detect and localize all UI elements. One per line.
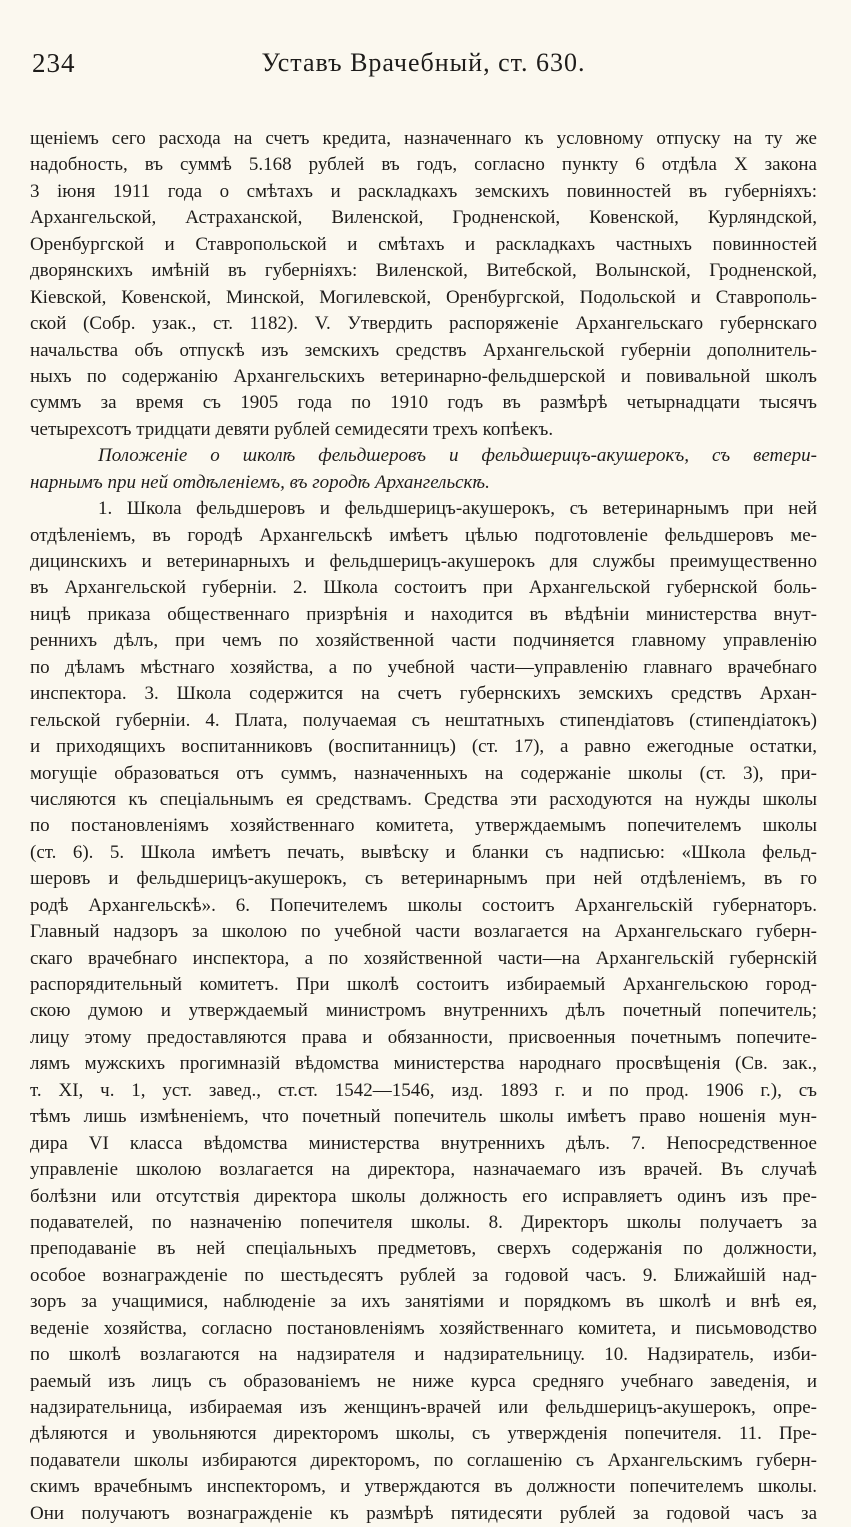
text-line: веденіе хозяйства, согласно постановленіямъ хозяйственнаго комитета, и письмоводство xyxy=(30,1317,817,1339)
text-line: тѣмъ лишь измѣненіемъ, что почетный попечитель школы имѣетъ право ношенія мун- xyxy=(30,1106,817,1128)
text-line: Главный надзоръ за школою по учебной части возлагается на Архангельскаго губерн- xyxy=(30,921,817,943)
text-line: скимъ врачебнымъ инспекторомъ, и утверждаются въ должности попечителемъ школы. xyxy=(30,1476,817,1498)
running-title: Уставъ Врачебный, ст. 630. xyxy=(261,48,586,77)
text-line: преподаваніе въ ней спеціальныхъ предметовъ, сверхъ содержанія по должности, xyxy=(30,1238,817,1260)
text-line: начальства объ отпускѣ изъ земскихъ средствъ Архангельской губерніи дополнитель- xyxy=(30,339,817,361)
text-line: дворянскихъ имѣній въ губерніяхъ: Виленской, Витебской, Волынской, Гродненской, xyxy=(30,260,817,282)
text-line: Оренбургской и Ставропольской и смѣтахъ и раскладкахъ частныхъ повинностей xyxy=(30,233,817,255)
text-line: Кіевской, Ковенской, Минской, Могилевской, Оренбургской, Подольской и Ставрополь- xyxy=(30,286,817,308)
book-page xyxy=(30,48,817,1524)
text-line: зоръ за учащимися, наблюденіе за ихъ занятіями и порядкомъ въ школѣ и внѣ ея, xyxy=(30,1291,817,1313)
text-line: болѣзни или отсутствія директора школы должность его исправляетъ одинъ изъ пре- xyxy=(30,1185,817,1207)
text-line: скою думою и утверждаемый министромъ внутреннихъ дѣлъ почетный попечитель; xyxy=(30,1000,817,1022)
text-line: дира VI класса вѣдомства министерства внутреннихъ дѣлъ. 7. Непосредственное xyxy=(30,1132,817,1154)
text-line: надзирательница, избираемая изъ женщинъ-врачей или фельдшерицъ-акушерокъ, опре- xyxy=(30,1397,817,1418)
text-line: инспектора. 3. Школа содержится на счетъ губернскихъ земскихъ средствъ Архан- xyxy=(30,683,817,705)
text-line: по постановленіямъ хозяйственнаго комитета, утверждаемымъ попечителемъ школы xyxy=(30,815,817,837)
text-line: распорядительный комитетъ. При школѣ состоитъ избираемый Архангельскою город- xyxy=(30,974,817,995)
text-line: четырехсотъ тридцати девяти рублей семидесяти трехъ копѣекъ. xyxy=(30,418,554,440)
text-line: дицинскихъ и ветеринарныхъ и фельдшерицъ-акушерокъ для службы преимущественно xyxy=(30,551,817,572)
text-line: щеніемъ сего расхода на счетъ кредита, назначеннаго къ условному отпуску на ту же xyxy=(30,128,817,149)
text-line: особое вознагражденіе по шестьдесятъ рублей за годовой часъ. 9. Ближайшій над- xyxy=(30,1264,817,1286)
text-line: числяются къ спеціальнымъ ея средствамъ. Средства эти расходуются на нужды школы xyxy=(30,788,817,810)
text-line: ныхъ по содержанію Архангельскихъ ветеринарно-фельдшерской и повивальной школъ xyxy=(30,365,817,387)
text-line: Архангельской, Астраханской, Виленской, Гродненской, Ковенской, Курляндской, xyxy=(30,207,817,229)
text-line: 3 іюня 1911 года о смѣтахъ и раскладкахъ земскихъ повинностей въ губерніяхъ: xyxy=(30,180,817,202)
page-header xyxy=(30,48,817,88)
text-line: ской (Собр. узак., ст. 1182). V. Утвердить распоряженіе Архангельскаго губернскаго xyxy=(30,313,817,335)
text-line: въ Архангельской губерніи. 2. Школа состоитъ при Архангельской губернской боль- xyxy=(30,577,817,599)
section-heading-line: нарнымъ при ней отдѣленіемъ, въ городѣ Архангельскѣ. xyxy=(30,471,490,493)
text-line: подаватели школы избираются директоромъ, по соглашенію съ Архангельскимъ губерн- xyxy=(30,1449,817,1471)
text-line: раемый изъ лицъ съ образованіемъ не ниже курса средняго учебнаго заведенія, и xyxy=(30,1370,817,1392)
text-line: т. XI, ч. 1, уст. завед., ст.ст. 1542—1546, изд. 1893 г. и по прод. 1906 г.), съ xyxy=(30,1079,817,1101)
text-line: лицу этому предоставляются права и обязанности, присвоенныя почетнымъ попечите- xyxy=(30,1026,817,1048)
text-line: надобность, въ суммѣ 5.168 рублей въ годъ, согласно пункту 6 отдѣла X закона xyxy=(30,154,817,176)
text-line: родѣ Архангельскѣ». 6. Попечителемъ школы состоитъ Архангельскій губернаторъ. xyxy=(30,894,817,916)
text-line: по школѣ возлагаются на надзирателя и надзирательницу. 10. Надзиратель, изби- xyxy=(30,1344,817,1366)
text-line: суммъ за время съ 1905 года по 1910 годъ въ размѣрѣ четырнадцати тысячъ xyxy=(30,392,817,414)
text-line: по дѣламъ мѣстнаго хозяйства, а по учебной части—управленію главнаго врачебнаго xyxy=(30,656,817,678)
body-text xyxy=(30,126,817,1527)
section-heading-line: Положеніе о школѣ фельдшеровъ и фельдшерицъ-акушерокъ, съ ветери- xyxy=(98,445,817,467)
text-line: отдѣленіемъ, въ городѣ Архангельскѣ имѣетъ цѣлью подготовленіе фельдшеровъ ме- xyxy=(30,524,817,546)
text-line: управленіе школою возлагается на директора, назначаемаго изъ врачей. Въ случаѣ xyxy=(30,1159,817,1181)
text-line: Они получаютъ вознагражденіе къ размѣрѣ пятидесяти рублей за годовой часъ за xyxy=(30,1502,817,1524)
text-line: лямъ мужскихъ прогимназій вѣдомства министерства народнаго просвѣщенія (Св. зак., xyxy=(30,1053,817,1075)
text-line: скаго врачебнаго инспектора, а по хозяйственной части—на Архангельскій губернскій xyxy=(30,947,817,969)
text-line: (ст. 6). 5. Школа имѣетъ печать, вывѣску и бланки съ надписью: «Школа фельд- xyxy=(30,841,817,863)
text-line: подавателей, по назначенію попечителя школы. 8. Директоръ школы получаетъ за xyxy=(30,1211,817,1233)
text-line: ницѣ приказа общественнаго призрѣнія и находится въ вѣдѣніи министерства внут- xyxy=(30,603,817,625)
text-line: гельской губерніи. 4. Плата, получаемая съ нештатныхъ стипендіатовъ (стипендіатокъ) xyxy=(30,709,817,731)
text-line: реннихъ дѣлъ, при чемъ по хозяйственной части подчиняется главному управленію xyxy=(30,630,817,652)
page-number: 234 xyxy=(32,48,76,78)
text-line: шеровъ и фельдшерицъ-акушерокъ, съ ветеринарнымъ при ней отдѣленіемъ, въ го xyxy=(30,868,817,890)
text-line: могущіе образоваться отъ суммъ, назначенныхъ на содержаніе школы (ст. 3), при- xyxy=(30,762,817,784)
text-line: 1. Школа фельдшеровъ и фельдшерицъ-акушерокъ, съ ветеринарнымъ при ней xyxy=(98,498,817,520)
text-line: и приходящихъ воспитанниковъ (воспитанницъ) (ст. 17), а равно ежегодные остатки, xyxy=(30,736,817,758)
text-line: дѣляются и увольняются директоромъ школы, съ утвержденія попечителя. 11. Пре- xyxy=(30,1423,817,1445)
